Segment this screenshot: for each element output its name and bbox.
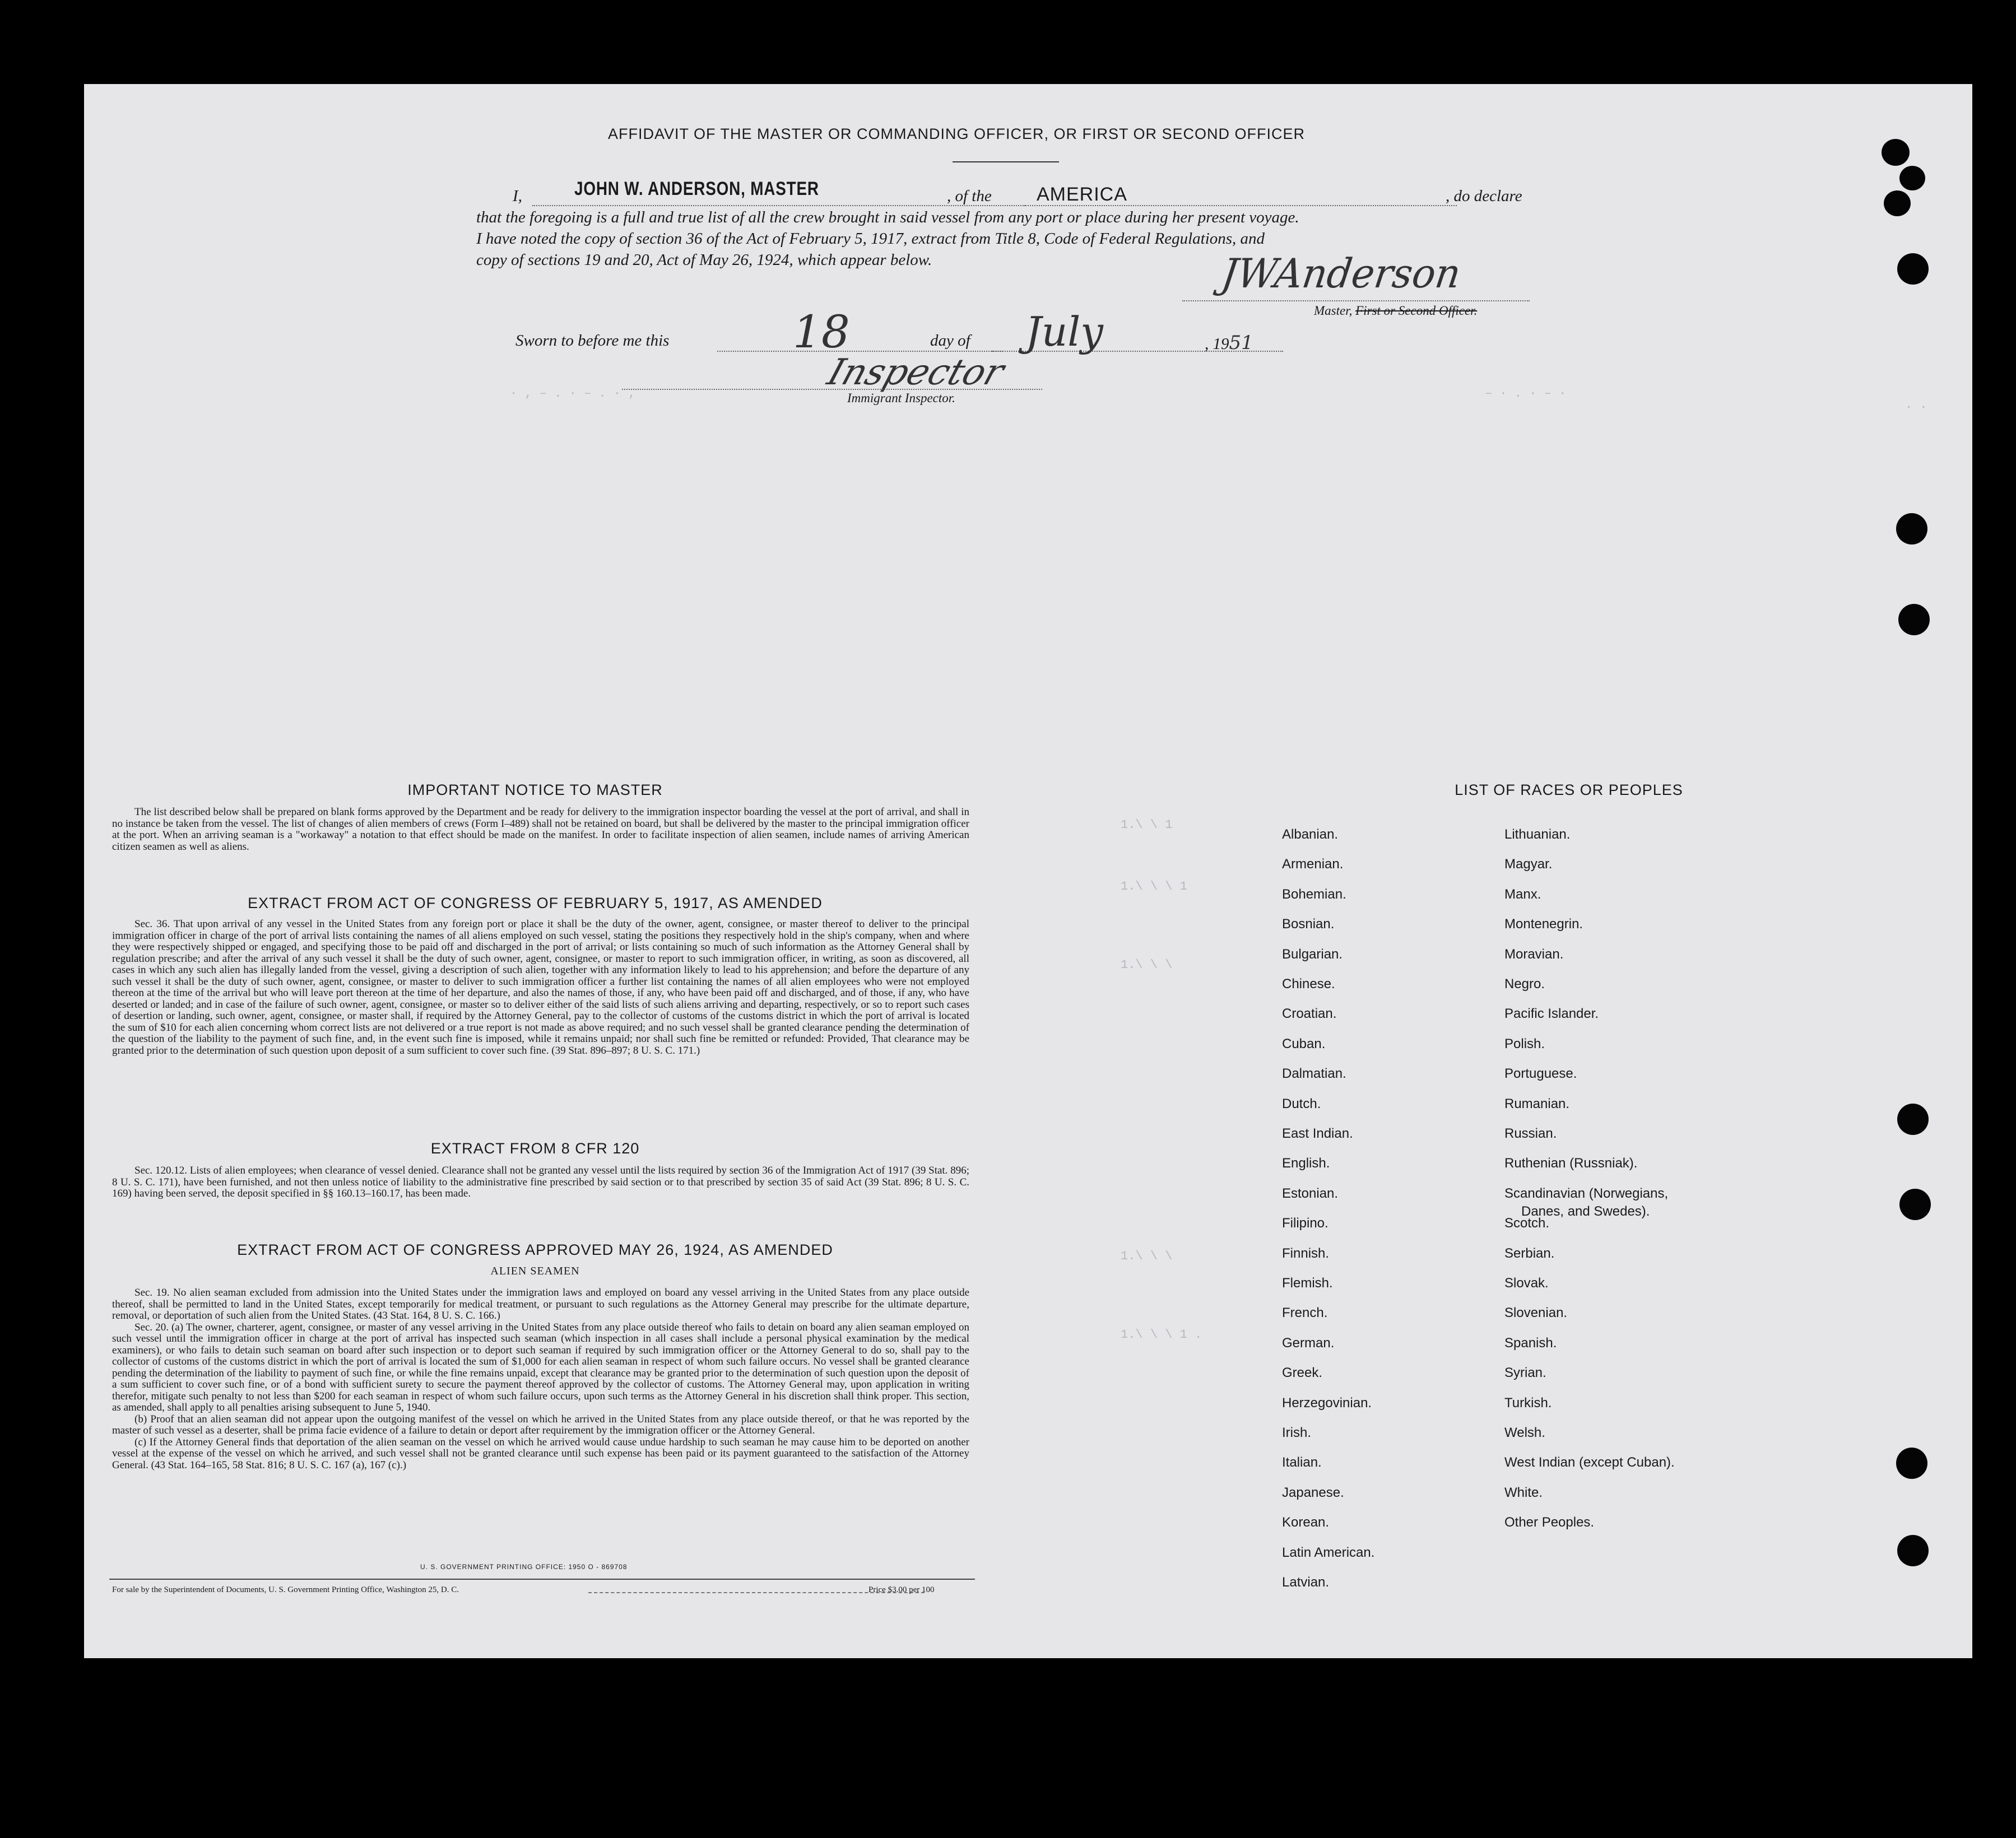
year-suffix: 51 <box>1229 332 1253 354</box>
race-item: Danes, and Swedes). <box>1521 1203 1650 1219</box>
punch-hole <box>1899 166 1925 190</box>
race-item: Ruthenian (Russniak). <box>1504 1156 1638 1171</box>
footer-right: Price $3.00 per 100 <box>868 1585 935 1594</box>
race-item: Albanian. <box>1282 827 1339 842</box>
race-item: Filipino. <box>1282 1216 1328 1231</box>
race-item: Greek. <box>1282 1365 1323 1381</box>
race-item: Serbian. <box>1504 1245 1555 1261</box>
inspector-signature: Inspector <box>822 352 1009 393</box>
footer-rule <box>109 1579 975 1580</box>
declaration-line-2: that the foregoing is a full and true list of all the crew brought in said vessel from any port or place during her present voyage. <box>476 208 1299 226</box>
punch-hole <box>1898 604 1930 635</box>
race-item: Croatian. <box>1282 1006 1337 1022</box>
punch-hole <box>1884 190 1911 216</box>
footer-left: For sale by the Superintendent of Documents, U. S. Government Printing Office, Washington 25, D. C. <box>112 1585 459 1594</box>
extract-1924-sec20a: Sec. 20. (a) The owner, charterer, agent, consignee, or master of any vessel arriving in the United States from any place outside thereof who fails to detain on board any alien seaman employed on such vessel until the immigration officer in charge at the port of arrival has inspected such seaman (which inspection in all cases shall include a personal physical examination by the medical examiners), or who fails to detain such seaman on board after such inspection or to deport such seaman if required by such immigration officer or the Attorney General to do so, shall pay to the collector of customs of the customs district in which the port of arrival is located the sum of $1,000 for each alien seaman in respect of whom such failure occurs. No vessel shall be granted clearance pending the determination of the liability to payment of such fine, or while the fine remains unpaid, except that clearance may be granted prior to the determination of such question upon the deposit of a sum sufficient to cover such fine, or of a bond with sufficient surety to secure the payment thereof approved by the collector of customs. The Attorney General may, upon application in writing therefor, mitigate such penalty to not less than $200 for each seaman in respect of whom such failure occurs, upon such terms as the Attorney General in his discretion shall think proper. This section, as amended, shall apply to all penalties arising subsequent to June 5, 1940. <box>112 1321 969 1413</box>
race-item: Lithuanian. <box>1504 827 1571 842</box>
race-item: Herzegovinian. <box>1282 1395 1372 1411</box>
race-item: Slovenian. <box>1504 1305 1568 1321</box>
extract-1924-sec19: Sec. 19. No alien seaman excluded from admission into the United States under the immigration laws and employed on board any vessel arriving in the United States from any place outside thereof, shall be permitted to land in the United States, except temporarily for medical treatment, or pursuant to such regulations as the Attorney General may prescribe for the ultimate departure, removal, or deportation of such alien from the United States. (43 Stat. 164, 8 U. S. C. 166.) <box>112 1287 969 1322</box>
master-caption <box>1314 304 1477 318</box>
master-signature-line <box>1182 300 1530 301</box>
extract-1924-subheading: ALIEN SEAMEN <box>490 1265 580 1277</box>
punch-hole <box>1896 513 1927 545</box>
extract-1917-text: Sec. 36. That upon arrival of any vessel in the United States from any foreign port or place it shall be the duty of the owner, agent, consignee, or master thereof to deliver to the principal immigration officer in charge of the port of arrival lists containing the names of all aliens employed on such vessel, stating the positions they respectively hold in the ship's company, when and where they were respectively shipped or engaged, and specifying those to be paid off and discharged in the port of arrival; or lists containing so much of such information as the Attorney General shall by regulation prescribe; and after the arrival of any such vessel it shall be the duty of such owner, agent, consignee, or master to report to such immigration officer, in writing, as soon as discovered, all cases in which any such alien has illegally landed from the vessel, giving a description of such alien, together with any information likely to lead to his apprehension; and before the departure of any such vessel it shall be the duty of such owner, agent, consignee, or master to deliver to such immigration officer a further list containing the names of all alien employees who were not employed thereon at the time of the arrival but who will leave port thereon at the time of her departure, and also the names of those, if any, who have been paid off and discharged, and of those, if any, who have deserted or landed; and in case of the failure of such owner, agent, consignee, or master so to deliver either of the said lists of such aliens arriving and departing, respectively, or so to report such cases of desertion or landing, such owner, agent, consignee, or master shall, if required by the Attorney General, pay to the collector of customs of the customs district in which the port of arrival is located the sum of $10 for each alien concerning whom correct lists are not delivered or a true report is not made as above required; and no such vessel shall be granted clearance pending the determination of the question of the liability to the payment of such fine, and, in the event such fine is imposed, while it remains unpaid; nor shall such fine be remitted or refunded: Provided, That clearance may be granted prior to the determination of such question upon deposit of a sum sufficient to cover such fine. (39 Stat. 896–897; 8 U. S. C. 171.) <box>112 918 969 1057</box>
race-item: Welsh. <box>1504 1425 1545 1440</box>
race-item: Flemish. <box>1282 1276 1333 1291</box>
day-of-label: day of <box>930 332 970 350</box>
race-item: Bulgarian. <box>1282 946 1343 962</box>
day-value: 18 <box>793 306 850 358</box>
race-item: Negro. <box>1504 976 1545 992</box>
sworn-label: Sworn to before me this <box>515 332 670 350</box>
race-item: Portuguese. <box>1504 1066 1577 1082</box>
extract-cfr-text: Sec. 120.12. Lists of alien employees; when clearance of vessel denied. Clearance shall not be granted any vessel until the lists required by section 36 of the Immigration Act of 1917 (39 Stat. 896; 8 U. S. C. 171), have been furnished, and not then unless notice of liability to the administrative fine prescribed by said section or to that prescribed by section 35 of said Act (39 Stat. 896; 8 U. S. C. 169) having been served, the deposit specified in §§ 160.13–160.17, has been made. <box>112 1165 969 1199</box>
race-item: Dutch. <box>1282 1096 1321 1111</box>
year-label <box>1205 332 1253 354</box>
race-item: Estonian. <box>1282 1185 1339 1201</box>
extract-1924-heading: EXTRACT FROM ACT OF CONGRESS APPROVED MAY 26, 1924, AS AMENDED <box>237 1241 833 1258</box>
race-item: Other Peoples. <box>1504 1515 1595 1530</box>
inspector-line <box>622 389 1042 390</box>
race-item: Rumanian. <box>1504 1096 1570 1111</box>
race-item: Magyar. <box>1504 857 1553 872</box>
month-value: July <box>1025 308 1103 355</box>
race-item: Spanish. <box>1504 1335 1557 1351</box>
races-column-1 <box>1282 827 1495 1590</box>
race-item: Slovak. <box>1504 1276 1549 1291</box>
races-heading: LIST OF RACES OR PEOPLES <box>1455 781 1683 798</box>
race-item: East Indian. <box>1282 1126 1353 1141</box>
race-item: Armenian. <box>1282 857 1344 872</box>
show-through-marks: · , – . · – . · , <box>510 387 636 401</box>
race-item: Pacific Islander. <box>1504 1006 1599 1022</box>
race-item: Irish. <box>1282 1425 1312 1440</box>
punch-hole <box>1897 1535 1929 1566</box>
race-item: Bosnian. <box>1282 916 1335 932</box>
master-caption-label: Master, <box>1314 304 1353 318</box>
declaration-line-4: copy of sections 19 and 20, Act of May 26, 1924, which appear below. <box>476 251 932 269</box>
vessel-name: AMERICA <box>1037 184 1127 205</box>
punch-hole <box>1897 253 1929 285</box>
race-item: French. <box>1282 1305 1328 1321</box>
races-column-2 <box>1504 827 1818 1583</box>
race-item: Bohemian. <box>1282 886 1346 902</box>
race-item: Latvian. <box>1282 1575 1330 1590</box>
affidavit-title: AFFIDAVIT OF THE MASTER OR COMMANDING OFFICER, OR FIRST OR SECOND OFFICER <box>608 125 1306 142</box>
year-prefix: , 19 <box>1205 335 1229 353</box>
race-item: Scandinavian (Norwegians, <box>1504 1185 1669 1201</box>
punch-hole <box>1897 1104 1929 1135</box>
race-item: Cuban. <box>1282 1036 1326 1051</box>
show-through-marks: 1.\ \ \ <box>1121 1249 1173 1263</box>
extract-1924-sec20b: (b) Proof that an alien seaman did not appear upon the outgoing manifest of the vessel on which he arrived in the United States from any place outside thereof, or that he was reported by the master of such vessel as a deserter, shall be prima facie evidence of a failure to detain or deport after requirement by the immigration officer or the Attorney General. <box>112 1413 969 1436</box>
extract-1917-heading: EXTRACT FROM ACT OF CONGRESS OF FEBRUARY 5, 1917, AS AMENDED <box>248 895 823 911</box>
extract-1924-sec20c: (c) If the Attorney General finds that deportation of the alien seaman on the vessel on which he arrived would cause undue hardship to such seaman he may cause him to be deported on another vessel at the expense of the vessel on which he arrived, and such vessel shall not be granted clearance until such expense has been paid or its payment guaranteed to the satisfaction of the Attorney General. (43 Stat. 164–165, 58 Stat. 816; 8 U. S. C. 167 (a), 167 (c).) <box>112 1436 969 1471</box>
race-item: Finnish. <box>1282 1245 1330 1261</box>
show-through-marks: 1.\ \ \ <box>1121 958 1173 972</box>
affidavit-i: I, <box>513 187 522 205</box>
race-item: Moravian. <box>1504 946 1564 962</box>
gpo-imprint: U. S. GOVERNMENT PRINTING OFFICE: 1950 O - 869708 <box>420 1563 628 1571</box>
race-item: Korean. <box>1282 1515 1330 1530</box>
notice-heading: IMPORTANT NOTICE TO MASTER <box>407 781 663 798</box>
show-through-marks: 1.\ \ 1 <box>1121 818 1173 832</box>
punch-hole <box>1896 1448 1927 1479</box>
race-item: English. <box>1282 1156 1330 1171</box>
race-item: Latin American. <box>1282 1544 1375 1560</box>
title-rule <box>953 161 1059 162</box>
race-item: Manx. <box>1504 886 1541 902</box>
race-item: Scotch. <box>1504 1216 1550 1231</box>
race-item: White. <box>1504 1485 1543 1500</box>
show-through-marks: . . <box>1905 398 1927 412</box>
do-declare-label: , do declare <box>1446 187 1522 205</box>
extract-1924-body <box>112 1287 969 1471</box>
punch-hole <box>1882 139 1910 166</box>
race-item: Chinese. <box>1282 976 1335 992</box>
show-through-marks: 1.\ \ \ 1 <box>1121 880 1187 894</box>
master-caption-struck: First or Second Officer. <box>1355 304 1478 318</box>
race-item: Russian. <box>1504 1126 1557 1141</box>
punch-hole <box>1899 1189 1931 1220</box>
race-item: German. <box>1282 1335 1335 1351</box>
race-item: Italian. <box>1282 1455 1322 1471</box>
declaration-line-3: I have noted the copy of section 36 of the Act of February 5, 1917, extract from Title 8, Code of Federal Regulations, and <box>476 230 1265 248</box>
notice-text: The list described below shall be prepared on blank forms approved by the Department and be ready for delivery to the immigration inspector boarding the vessel at the port of arrival, and shall in no instance be taken from the vessel. The list of changes of alien members of crews (Form I–489) shall not be retained on board, but shall be delivered by the master to the principal immigration officer at the port. When an arriving seaman is a "workaway" a notation to that effect should be made on the manifest. In order to facilitate inspection of alien seamen, include names of arriving American citizen seamen as well as aliens. <box>112 806 969 853</box>
master-name: JOHN W. ANDERSON, MASTER <box>574 178 819 199</box>
race-item: Montenegrin. <box>1504 916 1583 932</box>
master-signature: JWAnderson <box>1219 250 1464 297</box>
race-item: Japanese. <box>1282 1485 1344 1500</box>
show-through-marks: – · . · – · <box>1485 387 1567 401</box>
extract-cfr-heading: EXTRACT FROM 8 CFR 120 <box>430 1140 640 1157</box>
inspector-caption: Immigrant Inspector. <box>847 391 955 405</box>
race-item: Polish. <box>1504 1036 1545 1051</box>
form-sheet <box>84 84 1972 1658</box>
race-item: West Indian (except Cuban). <box>1504 1455 1675 1471</box>
of-the-label: , of the <box>947 187 992 205</box>
race-item: Turkish. <box>1504 1395 1552 1411</box>
show-through-marks: 1.\ \ \ 1 . <box>1121 1328 1202 1342</box>
race-item: Syrian. <box>1504 1365 1546 1381</box>
race-item: Dalmatian. <box>1282 1066 1346 1082</box>
